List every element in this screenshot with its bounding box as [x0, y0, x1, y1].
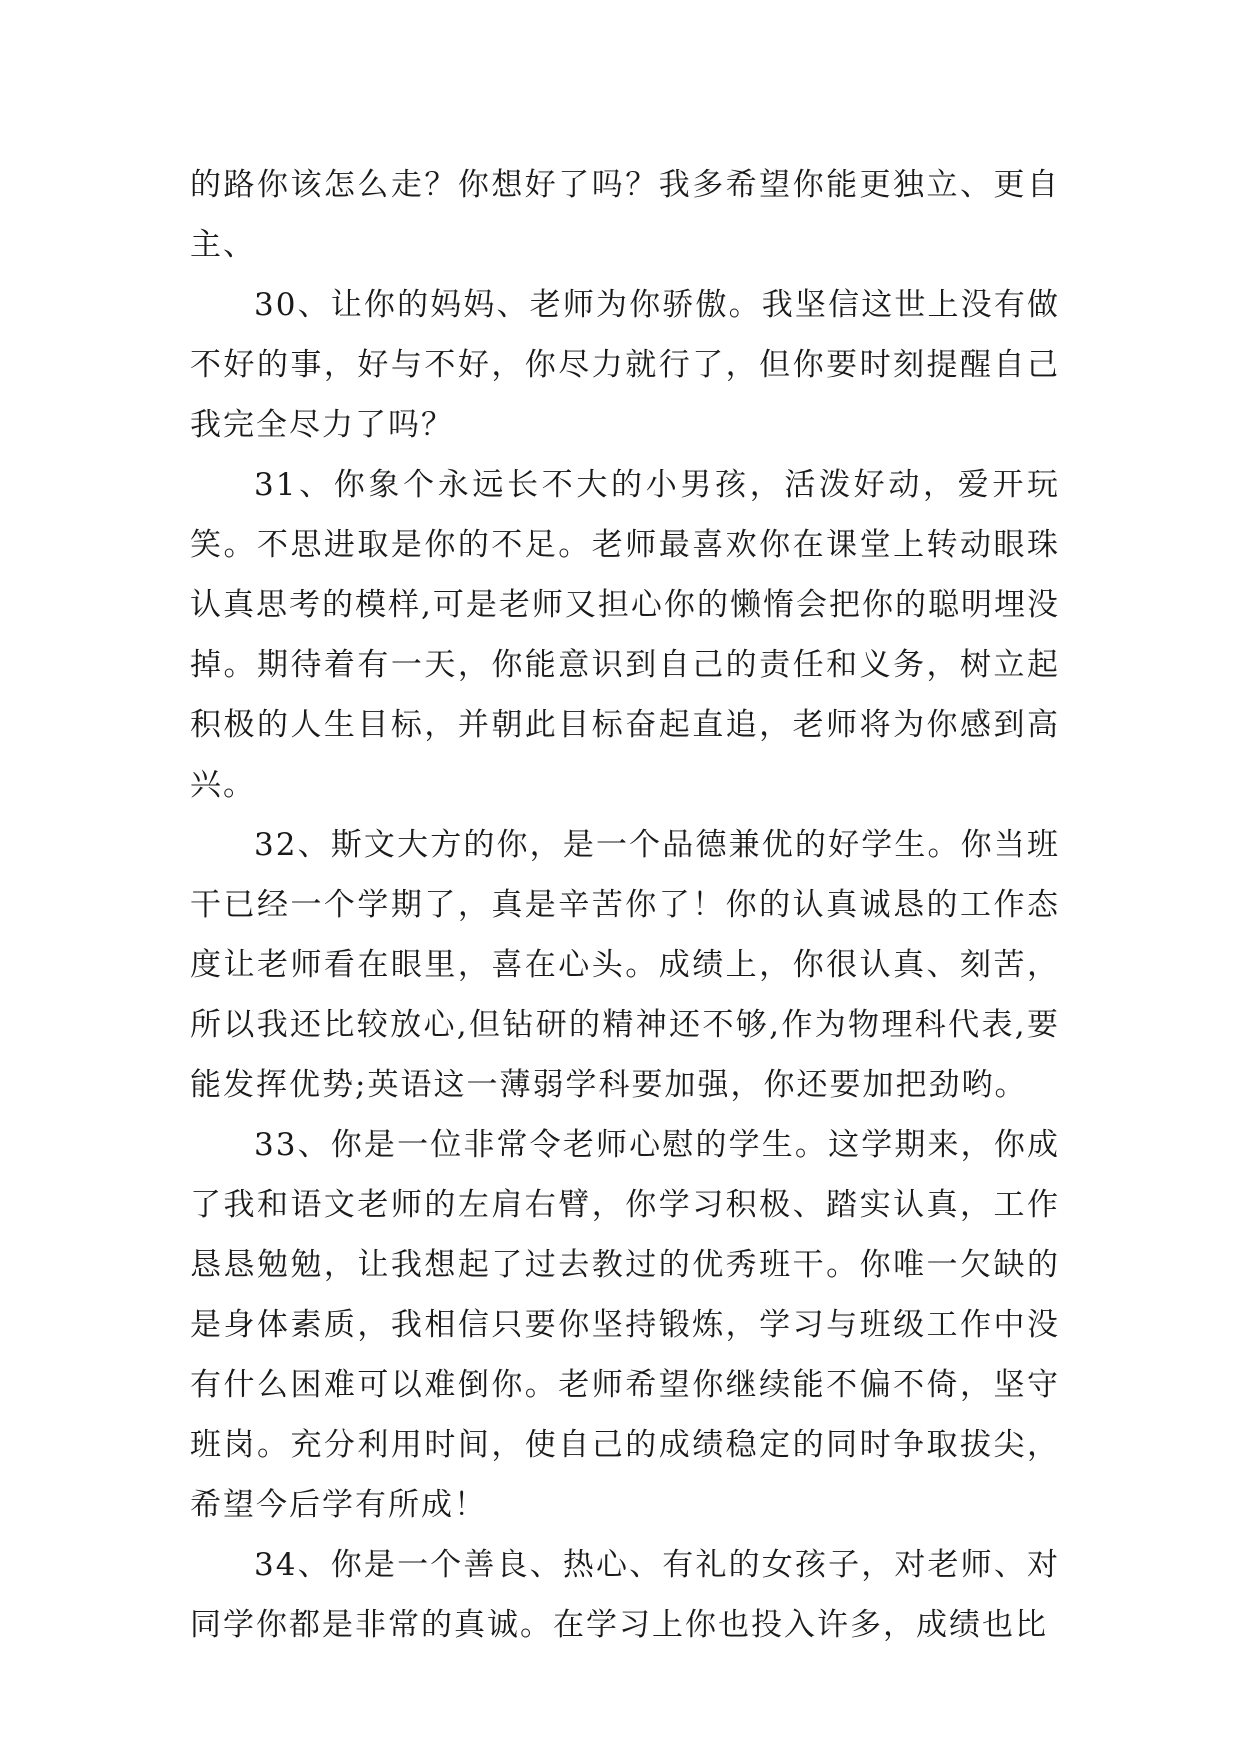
- paragraph-continuation: 的路你该怎么走？你想好了吗？我多希望你能更独立、更自主、: [190, 167, 1060, 263]
- paragraph-33: 33、你是一位非常令老师心慰的学生。这学期来，你成了我和语文老师的左肩右臂，你学习积极、踏实认真，工作恳恳勉勉，让我想起了过去教过的优秀班干。你唯一欠缺的是身体素质，我相信只要你坚持锻炼，学习与班级工作中没有什么困难可以难倒你。老师希望你继续能不偏不倚，坚守班岗。充分利用时间，使自己的成绩稳定的同时争取拔尖，希望今后学有所成！: [190, 1127, 1060, 1523]
- paragraph-30: 30、让你的妈妈、老师为你骄傲。我坚信这世上没有做不好的事，好与不好，你尽力就行了，但你要时刻提醒自己我完全尽力了吗？: [190, 287, 1060, 443]
- paragraph-31: 31、你象个永远长不大的小男孩，活泼好动，爱开玩笑。不思进取是你的不足。老师最喜欢你在课堂上转动眼珠认真思考的模样,可是老师又担心你的懒惰会把你的聪明埋没掉。期待着有一天，你能意识到自己的责任和义务，树立起积极的人生目标，并朝此目标奋起直追，老师将为你感到高兴。: [190, 467, 1060, 803]
- paragraph-32: 32、斯文大方的你，是一个品德兼优的好学生。你当班干已经一个学期了，真是辛苦你了！你的认真诚恳的工作态度让老师看在眼里，喜在心头。成绩上，你很认真、刻苦，所以我还比较放心,但钻研的精神还不够,作为物理科代表,要能发挥优势;英语这一薄弱学科要加强，你还要加把劲哟。: [190, 827, 1060, 1103]
- document-body: [190, 155, 1060, 1655]
- paragraph-34: 34、你是一个善良、热心、有礼的女孩子，对老师、对同学你都是非常的真诚。在学习上你也投入许多，成绩也比: [190, 1547, 1060, 1643]
